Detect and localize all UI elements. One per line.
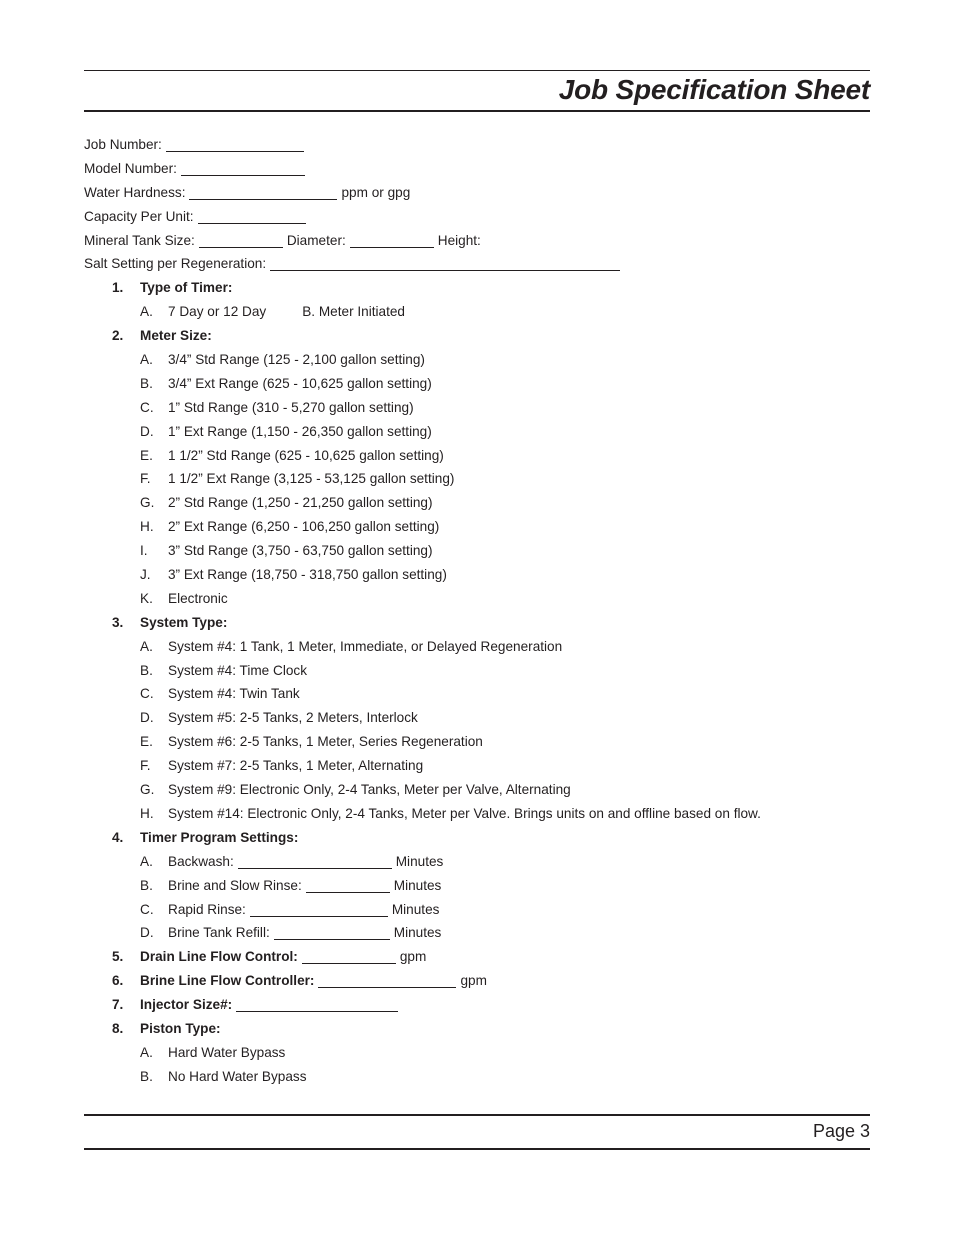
- section-number: 1.: [112, 280, 124, 296]
- section-system-type: [84, 611, 870, 635]
- unit-label: gpm: [399, 949, 427, 965]
- unit-label: Minutes: [393, 877, 442, 893]
- section-injector-size: [84, 993, 870, 1017]
- option-letter: F.: [140, 758, 151, 774]
- unit-label: gpm: [460, 973, 487, 989]
- brine-slow-rinse-field: [84, 874, 870, 898]
- option-item: [84, 754, 870, 778]
- header-rule-bottom: [84, 110, 870, 112]
- brine-slow-rinse-blank[interactable]: [306, 878, 390, 893]
- option-text[interactable]: 2” Ext Range (6,250 - 106,250 gallon setting): [168, 519, 440, 535]
- option-item: [84, 348, 870, 372]
- option-text[interactable]: System #7: 2-5 Tanks, 1 Meter, Alternating: [168, 758, 424, 774]
- diameter-label: Diameter:: [286, 232, 346, 248]
- option-item: [84, 396, 870, 420]
- option-letter: F.: [140, 471, 151, 487]
- capacity-blank[interactable]: [198, 209, 306, 224]
- option-item: [84, 635, 870, 659]
- water-hardness-field: [84, 181, 870, 205]
- option-letter: I.: [140, 543, 148, 559]
- rapid-rinse-blank[interactable]: [250, 902, 388, 917]
- footer-rule-top: [84, 1114, 870, 1116]
- option-item: [84, 467, 870, 491]
- option-item: [84, 444, 870, 468]
- section-number: 5.: [112, 949, 124, 965]
- section-brine-line: [84, 969, 870, 993]
- option-text[interactable]: 7 Day or 12 Day: [168, 304, 267, 320]
- section-label: Piston Type:: [140, 1020, 221, 1036]
- option-letter: A.: [140, 352, 153, 368]
- option-text[interactable]: 1 1/2” Ext Range (3,125 - 53,125 gallon setting): [168, 471, 455, 487]
- option-text[interactable]: System #4: Twin Tank: [168, 686, 300, 702]
- diameter-blank[interactable]: [350, 233, 434, 248]
- injector-size-blank[interactable]: [236, 997, 398, 1012]
- option-letter: J.: [140, 567, 151, 583]
- option-text[interactable]: 1” Std Range (310 - 5,270 gallon setting): [168, 399, 414, 415]
- section-number: 7.: [112, 997, 124, 1013]
- option-item: [84, 1065, 870, 1089]
- option-text[interactable]: System #4: Time Clock: [168, 662, 307, 678]
- option-item: [84, 587, 870, 611]
- option-letter: H.: [140, 805, 154, 821]
- mineral-tank-field: [84, 229, 870, 253]
- option-text: Brine and Slow Rinse:: [168, 877, 302, 893]
- option-letter: A.: [140, 304, 153, 320]
- option-text[interactable]: System #5: 2-5 Tanks, 2 Meters, Interlock: [168, 710, 418, 726]
- salt-setting-field: [84, 252, 870, 276]
- option-text[interactable]: System #9: Electronic Only, 2-4 Tanks, Meter per Valve, Alternating: [168, 782, 571, 798]
- option-letter: B.: [140, 1068, 153, 1084]
- option-text: Rapid Rinse:: [168, 901, 246, 917]
- job-number-label: Job Number:: [84, 137, 162, 152]
- option-item: [84, 730, 870, 754]
- brine-tank-refill-field: [84, 921, 870, 945]
- model-number-label: Model Number:: [84, 160, 177, 176]
- section-label: Brine Line Flow Controller:: [140, 973, 315, 989]
- option-letter: A.: [140, 638, 153, 654]
- section-label: Timer Program Settings:: [140, 829, 299, 845]
- job-spec-form: [84, 133, 870, 1089]
- option-item: [84, 1041, 870, 1065]
- rapid-rinse-field: [84, 898, 870, 922]
- option-text[interactable]: 2” Std Range (1,250 - 21,250 gallon setting): [168, 495, 433, 511]
- section-timer-type: [84, 276, 870, 300]
- option-letter: A.: [140, 853, 153, 869]
- model-number-blank[interactable]: [181, 161, 305, 176]
- water-hardness-blank[interactable]: [189, 185, 337, 200]
- job-number-blank[interactable]: [166, 137, 304, 152]
- section-drain-line: [84, 945, 870, 969]
- option-text[interactable]: 1 1/2” Std Range (625 - 10,625 gallon setting): [168, 447, 444, 463]
- section-label: Type of Timer:: [140, 280, 233, 296]
- option-item: [84, 659, 870, 683]
- water-hardness-label: Water Hardness:: [84, 184, 186, 200]
- model-number-field: [84, 157, 870, 181]
- option-text[interactable]: No Hard Water Bypass: [168, 1068, 307, 1084]
- job-number-field: [84, 133, 870, 157]
- option-letter: E.: [140, 447, 153, 463]
- backwash-field: [84, 850, 870, 874]
- option-letter: C.: [140, 399, 154, 415]
- section-timer-program: [84, 826, 870, 850]
- salt-setting-label: Salt Setting per Regeneration:: [84, 256, 267, 272]
- section-label: System Type:: [140, 614, 228, 630]
- option-letter: E.: [140, 734, 153, 750]
- option-letter: K.: [140, 590, 153, 606]
- option-item: [84, 491, 870, 515]
- mineral-tank-blank[interactable]: [199, 233, 283, 248]
- section-piston-type: [84, 1017, 870, 1041]
- option-item: [84, 372, 870, 396]
- option-letter: B.: [140, 662, 153, 678]
- option-item: [84, 778, 870, 802]
- brine-line-blank[interactable]: [318, 973, 456, 988]
- option-text[interactable]: System #4: 1 Tank, 1 Meter, Immediate, or Delayed Regeneration: [168, 638, 563, 654]
- option-letter: A.: [140, 1044, 153, 1060]
- footer-rule-bottom: [84, 1148, 870, 1150]
- option-timer: [84, 300, 870, 324]
- unit-label: Minutes: [391, 901, 440, 917]
- option-item: [84, 539, 870, 563]
- option-letter: G.: [140, 782, 155, 798]
- option-text[interactable]: 3” Ext Range (18,750 - 318,750 gallon setting): [168, 567, 447, 583]
- option-text[interactable]: 3” Std Range (3,750 - 63,750 gallon setting): [168, 543, 433, 559]
- page-number: Page 3: [812, 1121, 870, 1141]
- option-letter: H.: [140, 519, 154, 535]
- brine-tank-refill-blank[interactable]: [274, 925, 390, 940]
- section-label: Meter Size:: [140, 328, 212, 344]
- option-item: [84, 515, 870, 539]
- unit-label: Minutes: [393, 925, 442, 941]
- option-letter: C.: [140, 686, 154, 702]
- salt-setting-blank[interactable]: [270, 256, 620, 271]
- option-item: [84, 706, 870, 730]
- section-label: Drain Line Flow Control:: [140, 949, 298, 965]
- section-number: 2.: [112, 328, 124, 344]
- backwash-blank[interactable]: [238, 854, 392, 869]
- option-text[interactable]: 3/4” Ext Range (625 - 10,625 gallon setting): [168, 375, 432, 391]
- section-number: 8.: [112, 1020, 124, 1036]
- section-label: Injector Size#:: [140, 997, 233, 1013]
- option-text[interactable]: Hard Water Bypass: [168, 1044, 286, 1060]
- option-letter: D.: [140, 925, 154, 941]
- section-number: 6.: [112, 973, 124, 989]
- option-text[interactable]: System #14: Electronic Only, 2-4 Tanks, Meter per Valve. Brings units on and offline based on flow.: [168, 805, 761, 821]
- option-text[interactable]: B. Meter Initiated: [302, 304, 405, 320]
- capacity-field: [84, 205, 870, 229]
- option-text: Backwash:: [168, 853, 234, 869]
- section-meter-size: [84, 324, 870, 348]
- section-number: 3.: [112, 614, 124, 630]
- option-item: [84, 563, 870, 587]
- mineral-tank-label: Mineral Tank Size:: [84, 232, 195, 248]
- header-rule-top: [84, 70, 870, 71]
- option-text[interactable]: System #6: 2-5 Tanks, 1 Meter, Series Regeneration: [168, 734, 483, 750]
- option-letter: D.: [140, 423, 154, 439]
- option-text[interactable]: Electronic: [168, 590, 228, 606]
- unit-label: Minutes: [395, 853, 444, 869]
- page-title: Job Specification Sheet: [558, 74, 870, 105]
- option-letter: B.: [140, 877, 153, 893]
- drain-line-blank[interactable]: [302, 949, 396, 964]
- option-item: [84, 682, 870, 706]
- option-letter: G.: [140, 495, 155, 511]
- option-letter: D.: [140, 710, 154, 726]
- option-text: Brine Tank Refill:: [168, 925, 270, 941]
- water-hardness-unit: ppm or gpg: [341, 184, 411, 200]
- capacity-label: Capacity Per Unit:: [84, 208, 194, 224]
- section-number: 4.: [112, 829, 124, 845]
- option-letter: B.: [140, 375, 153, 391]
- option-text[interactable]: 3/4” Std Range (125 - 2,100 gallon setting): [168, 352, 425, 368]
- option-item: [84, 802, 870, 826]
- height-label: Height:: [437, 232, 481, 248]
- option-item: [84, 420, 870, 444]
- option-text[interactable]: 1” Ext Range (1,150 - 26,350 gallon setting): [168, 423, 432, 439]
- option-letter: C.: [140, 901, 154, 917]
